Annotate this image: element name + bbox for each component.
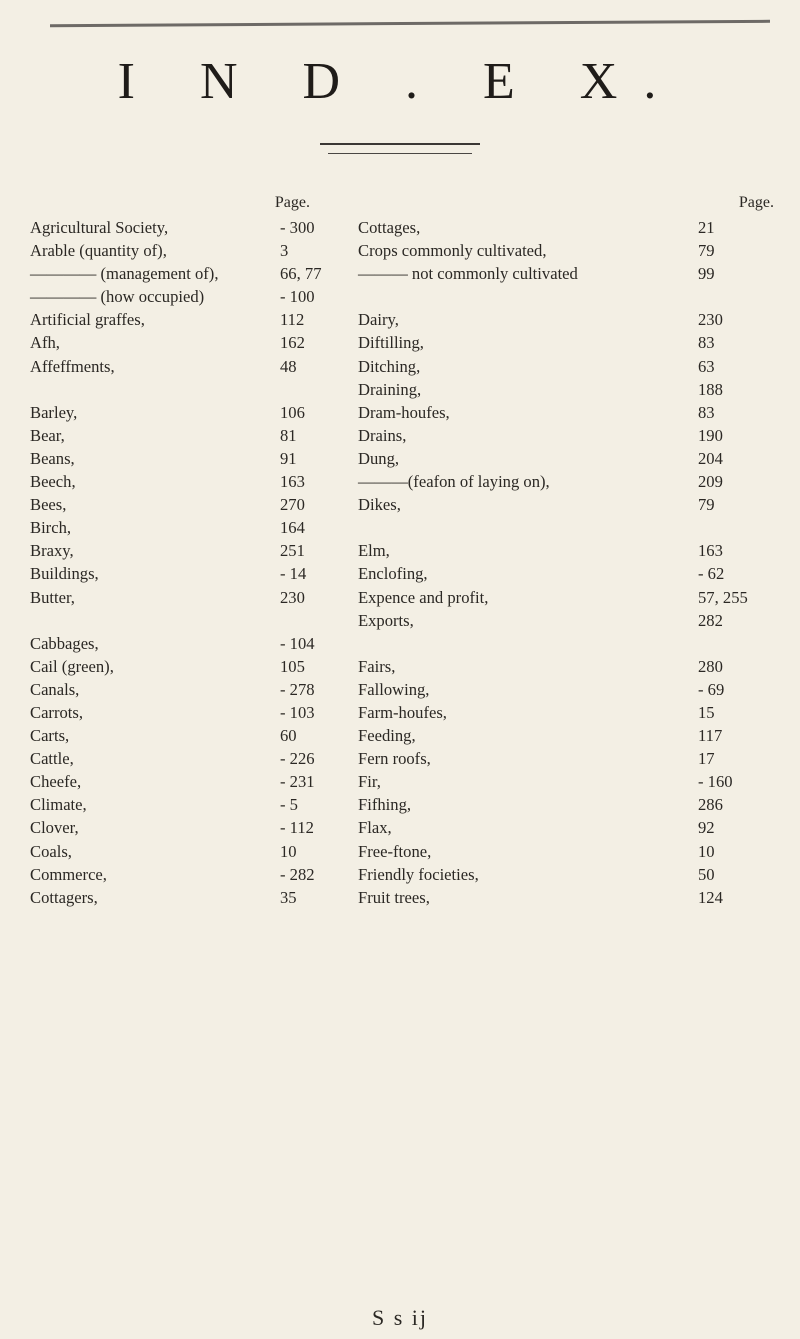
index-entry xyxy=(358,562,774,585)
entry-page: 112 xyxy=(280,310,305,330)
entry-label: Exports, xyxy=(358,610,414,630)
entry-label: Dram-houfes, xyxy=(358,402,450,422)
entry-page: - 104 xyxy=(280,633,315,653)
index-entry xyxy=(358,539,774,562)
entry-page: 83 xyxy=(698,333,715,353)
entry-label: Cattle, xyxy=(30,749,74,769)
signature-mark: S s ij xyxy=(371,1305,429,1330)
entry-page: 230 xyxy=(698,310,723,330)
index-entry xyxy=(358,447,774,470)
index-entry xyxy=(358,678,774,701)
entry-page: 10 xyxy=(280,841,297,861)
entry-page: 99 xyxy=(698,264,715,284)
entry-page: - 62 xyxy=(698,564,725,584)
column-head xyxy=(30,194,358,216)
entry-label: Feeding, xyxy=(358,726,416,746)
index-entry xyxy=(30,401,358,424)
index-entry xyxy=(30,355,358,378)
index-entry xyxy=(30,262,358,285)
entry-label: Flax, xyxy=(358,818,392,838)
entry-page: 188 xyxy=(698,379,723,399)
entry-label: Expence and profit, xyxy=(358,587,489,607)
entry-page: 251 xyxy=(280,541,305,561)
index-entry xyxy=(30,632,358,655)
index-entry xyxy=(30,609,358,632)
entry-label: Climate, xyxy=(30,795,87,815)
index-entry xyxy=(358,239,774,262)
entry-label: Elm, xyxy=(358,541,390,561)
index-entry xyxy=(358,586,774,609)
entry-page: 105 xyxy=(280,656,305,676)
index-entry xyxy=(30,770,358,793)
entry-label: Enclofing, xyxy=(358,564,428,584)
entry-page: - 282 xyxy=(280,864,315,884)
entry-label: Carts, xyxy=(30,726,70,746)
index-entry xyxy=(30,331,358,354)
entry-label: Bear, xyxy=(30,425,65,445)
entry-label: Fifhing, xyxy=(358,795,412,815)
entry-label: ———— (how occupied) xyxy=(30,287,205,307)
entry-page: - 160 xyxy=(698,772,733,792)
entry-label: Drains, xyxy=(358,425,407,445)
entry-page: - 14 xyxy=(280,564,307,584)
entry-label: Canals, xyxy=(30,679,80,699)
column-head xyxy=(358,194,774,216)
entry-page: 270 xyxy=(280,495,305,515)
entry-page: - 5 xyxy=(280,795,298,815)
entry-label: Dung, xyxy=(358,448,400,468)
entry-page: 63 xyxy=(698,356,715,376)
index-entry xyxy=(358,632,774,655)
entry-label: Agricultural Society, xyxy=(30,218,169,237)
entry-label: Beans, xyxy=(30,448,75,468)
index-entry xyxy=(358,470,774,493)
index-entry xyxy=(358,216,774,239)
index-entry xyxy=(358,285,774,308)
entry-page: 79 xyxy=(698,495,715,515)
entry-page: - 226 xyxy=(280,749,315,769)
entry-label: Friendly focieties, xyxy=(358,864,479,884)
index-column-left xyxy=(30,194,358,909)
entry-page: 280 xyxy=(698,656,723,676)
entry-page: 15 xyxy=(698,702,715,722)
entry-page: 204 xyxy=(698,448,723,468)
entry-page: 60 xyxy=(280,726,297,746)
entry-page: 190 xyxy=(698,425,723,445)
top-rule xyxy=(50,20,770,27)
entry-label: Fern roofs, xyxy=(358,749,431,769)
entry-label: Barley, xyxy=(30,402,78,422)
entry-page: 162 xyxy=(280,333,305,353)
entry-label: Coals, xyxy=(30,841,72,861)
index-entry xyxy=(30,678,358,701)
index-entry xyxy=(30,239,358,262)
entry-page: 79 xyxy=(698,241,715,261)
entry-label: Crops commonly cultivated, xyxy=(358,241,547,261)
entry-page: 91 xyxy=(280,448,297,468)
index-entry xyxy=(358,886,774,909)
entry-page: 163 xyxy=(698,541,723,561)
page-head-right: Page. xyxy=(738,194,774,211)
entry-page: - 69 xyxy=(698,679,725,699)
index-entry xyxy=(358,516,774,539)
entry-page: 48 xyxy=(280,356,297,376)
entry-label: Butter, xyxy=(30,587,75,607)
index-entry xyxy=(358,308,774,331)
entry-label: Free-ftone, xyxy=(358,841,432,861)
entry-label: Dairy, xyxy=(358,310,399,330)
index-column-right xyxy=(358,194,774,909)
entry-label: Draining, xyxy=(358,379,422,399)
entry-label: Artificial graffes, xyxy=(30,310,145,330)
entry-label: ———(feafon of laying on), xyxy=(358,472,550,492)
index-entry xyxy=(358,493,774,516)
entry-page: 35 xyxy=(280,887,297,907)
entry-page: 66, 77 xyxy=(280,264,322,284)
index-entry xyxy=(30,447,358,470)
entry-page: 10 xyxy=(698,841,715,861)
index-entry xyxy=(30,886,358,909)
index-entry xyxy=(30,285,358,308)
index-entry xyxy=(30,863,358,886)
entry-page: 106 xyxy=(280,402,305,422)
entry-label: ——— not commonly cultivated xyxy=(358,264,578,284)
index-entry xyxy=(358,655,774,678)
entry-page: 230 xyxy=(280,587,305,607)
index-entry xyxy=(30,793,358,816)
entry-label: Clover, xyxy=(30,818,79,838)
index-entry xyxy=(30,516,358,539)
entry-page: 17 xyxy=(698,749,715,769)
title-rule-thin xyxy=(328,153,472,154)
entry-label: Buildings, xyxy=(30,564,99,584)
entry-label: Ditching, xyxy=(358,356,421,376)
entry-label: Fairs, xyxy=(358,656,396,676)
index-entry xyxy=(358,262,774,285)
entry-page: 282 xyxy=(698,610,723,630)
entry-label: Cottagers, xyxy=(30,887,98,907)
entry-page: 209 xyxy=(698,472,723,492)
entry-label: Fir, xyxy=(358,772,381,792)
entry-label: Braxy, xyxy=(30,541,74,561)
entry-page: 57, 255 xyxy=(698,587,748,607)
index-entry xyxy=(358,701,774,724)
index-entry xyxy=(358,401,774,424)
entry-page: 81 xyxy=(280,425,297,445)
index-entry xyxy=(358,770,774,793)
index-entry xyxy=(30,470,358,493)
entry-label: Diftilling, xyxy=(358,333,424,353)
index-entry xyxy=(30,747,358,770)
entry-page: 163 xyxy=(280,472,305,492)
entry-page: - 103 xyxy=(280,702,315,722)
entry-page: 83 xyxy=(698,402,715,422)
index-entry xyxy=(358,378,774,401)
entry-label: Beech, xyxy=(30,472,76,492)
index-entry xyxy=(30,493,358,516)
entry-label: Fruit trees, xyxy=(358,887,430,907)
entry-page: - 231 xyxy=(280,772,315,792)
entry-page: 164 xyxy=(280,518,305,538)
index-entry xyxy=(358,863,774,886)
entry-label: Fallowing, xyxy=(358,679,430,699)
entry-label: Arable (quantity of), xyxy=(30,241,167,261)
index-entry xyxy=(30,424,358,447)
entry-page: 124 xyxy=(698,887,723,907)
entry-page: 50 xyxy=(698,864,715,884)
index-entry xyxy=(30,539,358,562)
index-entry xyxy=(30,308,358,331)
index-entry xyxy=(358,609,774,632)
index-entry xyxy=(30,562,358,585)
index-entry xyxy=(30,586,358,609)
entry-page: 92 xyxy=(698,818,715,838)
index-entry xyxy=(30,701,358,724)
index-entry xyxy=(358,724,774,747)
title-rule xyxy=(320,143,480,145)
index-entry xyxy=(30,216,358,239)
index-entry xyxy=(358,793,774,816)
index-entry xyxy=(30,816,358,839)
index-entry xyxy=(30,378,358,401)
entry-label: Farm-houfes, xyxy=(358,702,447,722)
entry-label: Cabbages, xyxy=(30,633,99,653)
entry-label: Cail (green), xyxy=(30,656,114,676)
entry-page: 286 xyxy=(698,795,723,815)
entry-page: - 100 xyxy=(280,287,315,307)
entry-label: Commerce, xyxy=(30,864,107,884)
index-entry xyxy=(30,840,358,863)
index-entry xyxy=(30,724,358,747)
page-head-left: Page. xyxy=(274,194,310,211)
index-entry xyxy=(358,840,774,863)
entry-page: 117 xyxy=(698,726,723,746)
entry-page: 21 xyxy=(698,218,715,237)
entry-label: Afh, xyxy=(30,333,60,353)
index-entry xyxy=(358,424,774,447)
entry-label: Cottages, xyxy=(358,218,421,237)
entry-label: Bees, xyxy=(30,495,67,515)
entry-page: 3 xyxy=(280,241,289,261)
entry-label: Carrots, xyxy=(30,702,83,722)
index-title: I N D . E X. xyxy=(117,53,683,110)
entry-page: - 278 xyxy=(280,679,315,699)
entry-label: Cheefe, xyxy=(30,772,82,792)
index-entry xyxy=(30,655,358,678)
index-entry xyxy=(358,331,774,354)
entry-page: - 300 xyxy=(280,218,315,237)
index-entry xyxy=(358,816,774,839)
index-entry xyxy=(358,747,774,770)
entry-label: Affeffments, xyxy=(30,356,115,376)
entry-label: Dikes, xyxy=(358,495,401,515)
entry-label: Birch, xyxy=(30,518,72,538)
entry-label: ———— (management of), xyxy=(30,264,219,284)
entry-page: - 112 xyxy=(280,818,314,838)
index-entry xyxy=(358,355,774,378)
